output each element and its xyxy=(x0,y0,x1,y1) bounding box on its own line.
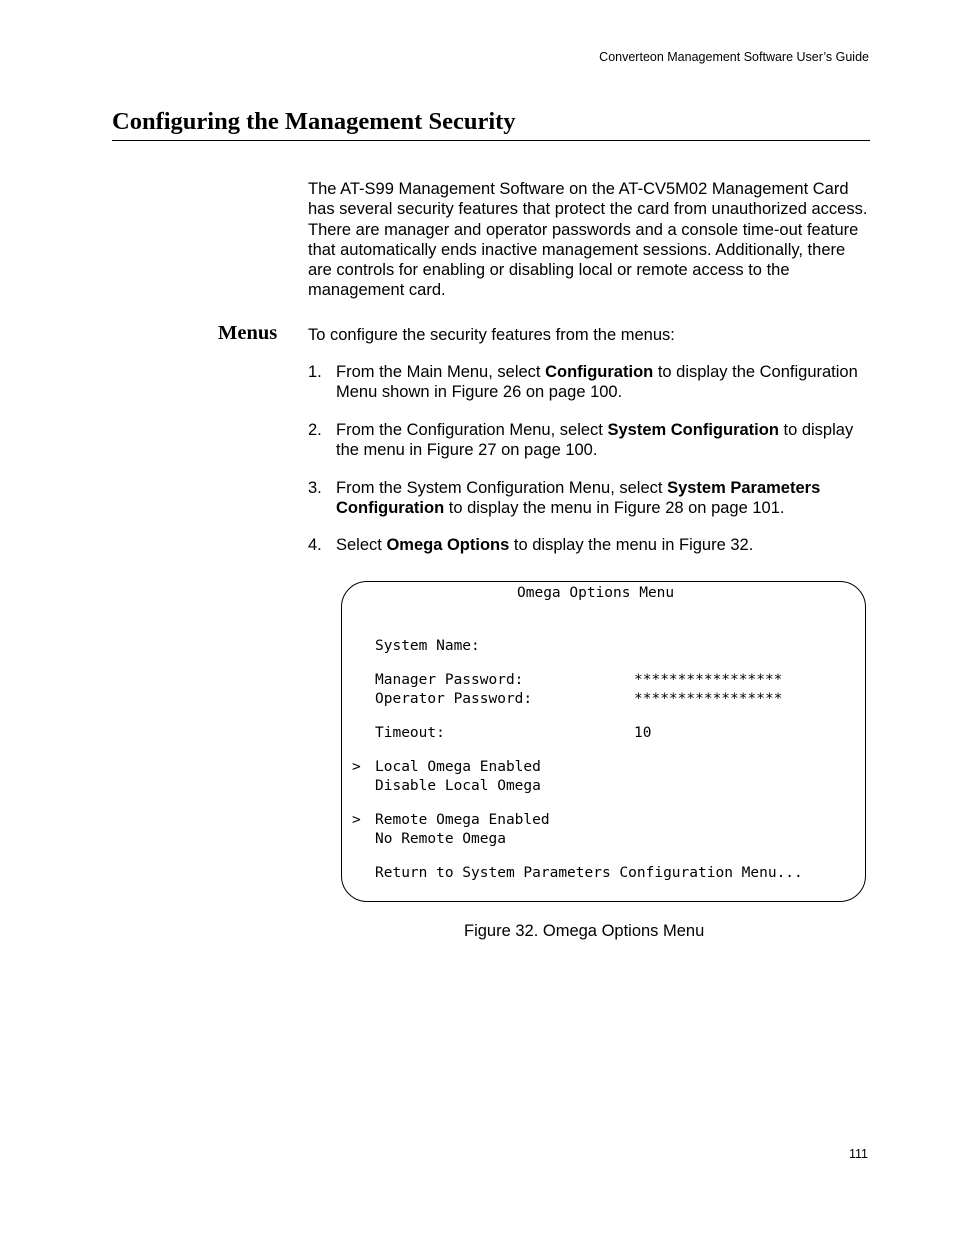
omega-options-menu-figure xyxy=(341,581,866,902)
step-1: 1. From the Main Menu, select Configuration to display the Configuration Menu shown in Figure 26 on page 100. xyxy=(308,363,858,402)
step-keyword: System Parameters Configuration xyxy=(336,479,821,518)
manager-password-label: Manager Password: xyxy=(375,672,524,688)
page-number: 111 xyxy=(848,1147,868,1161)
step-number: 1. xyxy=(308,363,322,381)
step-keyword: Omega Options xyxy=(386,536,510,554)
running-header: Converteon Management Software User’s Guide xyxy=(599,50,869,64)
menu-item-return: Return to System Parameters Configuration Menu... xyxy=(375,865,803,881)
step-number: 2. xyxy=(308,421,322,439)
menus-heading: Menus xyxy=(218,322,278,344)
manager-password-value: ***************** xyxy=(634,672,783,688)
menu-item-remote-omega-enabled: Remote Omega Enabled xyxy=(375,812,550,828)
step-number: 3. xyxy=(308,479,322,497)
title-rule xyxy=(112,140,870,141)
timeout-label: Timeout: xyxy=(375,725,445,741)
figure-caption: Figure 32. Omega Options Menu xyxy=(464,922,705,940)
step-keyword: System Configuration xyxy=(607,421,779,439)
menu-item-no-remote-omega: No Remote Omega xyxy=(375,831,506,847)
step-number: 4. xyxy=(308,536,322,554)
step-2: 2. From the Configuration Menu, select System Configuration to display the menu in Figure 27 on page 100. xyxy=(308,421,854,460)
menu-title: Omega Options Menu xyxy=(517,585,675,601)
menus-lead: To configure the security features from the menus: xyxy=(308,326,675,344)
timeout-value: 10 xyxy=(634,725,652,741)
step-keyword: Configuration xyxy=(545,363,654,381)
operator-password-value: ***************** xyxy=(634,691,783,707)
step-4: 4. Select Omega Options to display the menu in Figure 32. xyxy=(308,536,754,554)
step-3: 3. From the System Configuration Menu, select System Parameters Configuration to display the menu in Figure 28 on page 101. xyxy=(308,479,821,518)
menu-item-disable-local-omega: Disable Local Omega xyxy=(375,778,541,794)
system-name-label: System Name: xyxy=(375,638,480,654)
menu-item-local-omega-enabled: Local Omega Enabled xyxy=(375,759,541,775)
section-title: Configuring the Management Security xyxy=(112,108,516,135)
operator-password-label: Operator Password: xyxy=(375,691,533,707)
remote-selected-marker: > xyxy=(352,812,361,828)
intro-paragraph: The AT-S99 Management Software on the AT-CV5M02 Management Card has several security features that protect the card from unauthorized access. There are manager and operator passwords and a console time-out feature that automatically ends inactive management sessions. Additionally, there are controls for enabling or disabling local or remote access to the management card. xyxy=(308,180,868,300)
local-selected-marker: > xyxy=(352,759,361,775)
